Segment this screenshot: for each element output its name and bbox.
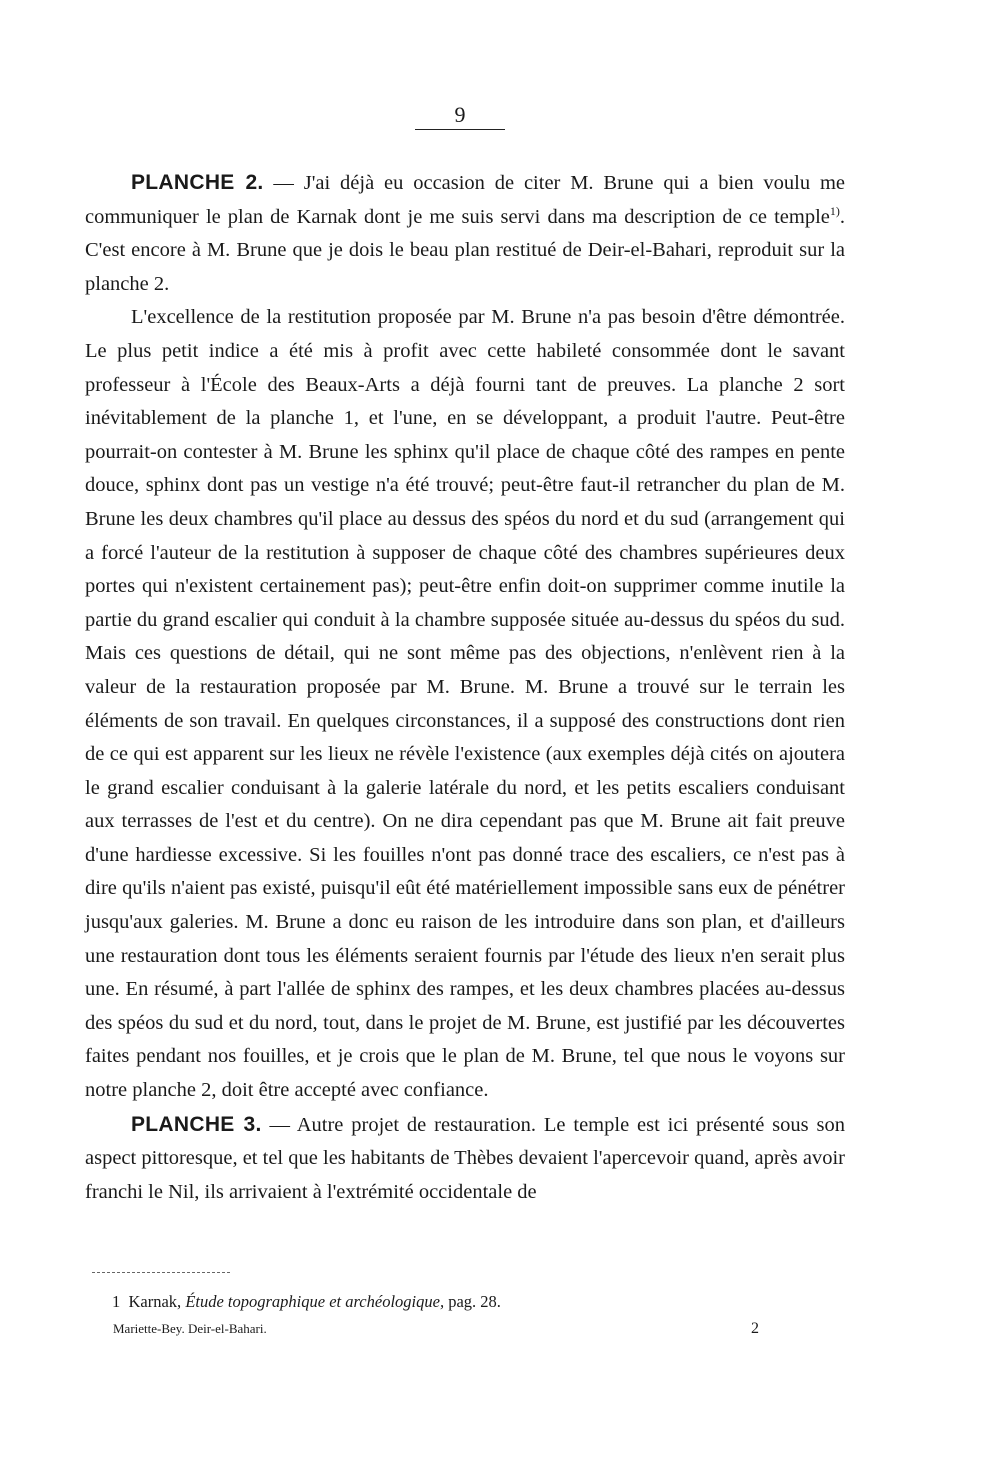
footnote-reference: 1): [829, 203, 840, 218]
planche-3-text: Autre projet de restauration. Le temple est ici présenté sous son aspect pittoresque, et tel que les habitants de Thèbes devaient l'apercevoir quand, après avoir franchi le Nil, ils arrivaient à l'extrémité occidentale de: [85, 1113, 845, 1203]
page-footer: [113, 1319, 759, 1339]
planche-2-heading: PLANCHE 2.: [131, 171, 264, 194]
planche-3-heading: PLANCHE 3.: [131, 1112, 262, 1136]
main-text: [85, 166, 845, 1209]
paragraph-restitution: L'excellence de la restitution proposée par M. Brune n'a pas besoin d'être démontrée. Le plus petit indice a été mis à profit avec cette habileté consommée dont le savant professeur à l'École des Beaux-Arts a déjà fourni tant de preuves. La planche 2 sort inévitablement de la planche 1, et l'une, en se développant, a produit l'autre. Peut-être pourrait-on contester à M. Brune les sphinx qu'il place de chaque côté des rampes en pente douce, sphinx dont pas un vestige n'a été trouvé; peut-être faut-il retrancher du plan de M. Brune les deux chambres qu'il place au dessus des spéos du nord et du sud (arrangement qui a forcé l'auteur de la restitution à supposer de chaque côté des chambres supérieures deux portes qui n'existent certainement pas); peut-être enfin doit-on supprimer comme inutile la partie du grand escalier qui conduit à la chambre supposée située au-dessus du spéos du sud. Mais ces questions de détail, qui ne sont même pas des objections, n'enlèvent rien à la valeur de la restauration proposée par M. Brune. M. Brune a trouvé sur le terrain les éléments de son travail. En quelques circonstances, il a supposé des constructions dont rien de ce qui est apparent sur les lieux ne révèle l'existence (aux exemples déjà cités on ajoutera le grand escalier conduisant à la galerie latérale du nord, et les petits escaliers conduisant aux terrasses de l'est et du centre). On ne dira cependant pas que M. Brune ait fait preuve d'une hardiesse excessive. Si les fouilles n'ont pas donné trace des escaliers, ce n'est pas à dire qu'ils n'aient pas existé, puisqu'il eût été matériellement impossible sans eux de pénétrer jusqu'aux galeries. M. Brune a donc eu raison de les introduire dans son plan, et d'ailleurs une restauration dont tous les éléments seraient fournis par l'étude des lieux n'en serait plus une. En résumé, à part l'allée de sphinx des rampes, et les deux chambres placées au-dessus des spéos du sud et du nord, tout, dans le projet de M. Brune, est justifié par les découvertes faites pendant nos fouilles, et je crois que le plan de M. Brune, tel que nous le voyons sur notre planche 2, doit être accepté avec confiance.: [85, 306, 845, 1102]
footnote-separator: [92, 1272, 230, 1273]
paragraph-planche-3: [85, 1108, 845, 1210]
paragraph-planche-2: [85, 166, 845, 301]
footnote-mark: 1: [112, 1292, 121, 1311]
footnote-source: Karnak,: [128, 1292, 182, 1311]
planche-3-dash: —: [269, 1113, 290, 1136]
footer-signature: Mariette-Bey. Deir-el-Bahari.: [113, 1321, 267, 1336]
footer-sheet-number: 2: [751, 1320, 759, 1337]
page-number: 9: [454, 102, 466, 127]
planche-2-text-before-note: J'ai déjà eu occasion de citer M. Brune qui a bien voulu me communiquer le plan de Karnak dont je me suis servi dans ma description de ce temple: [85, 172, 845, 228]
footnote-page: pag. 28.: [448, 1292, 501, 1311]
footnote-title: Étude topographique et archéologique,: [185, 1292, 445, 1311]
planche-2-text-after-note: . C'est encore à M. Brune que je dois le beau plan restitué de Deir-el-Bahari, reproduit sur la planche 2.: [85, 205, 845, 295]
footnote: [112, 1291, 812, 1313]
page-number-rule: [415, 129, 505, 130]
planche-2-dash: —: [273, 172, 294, 194]
